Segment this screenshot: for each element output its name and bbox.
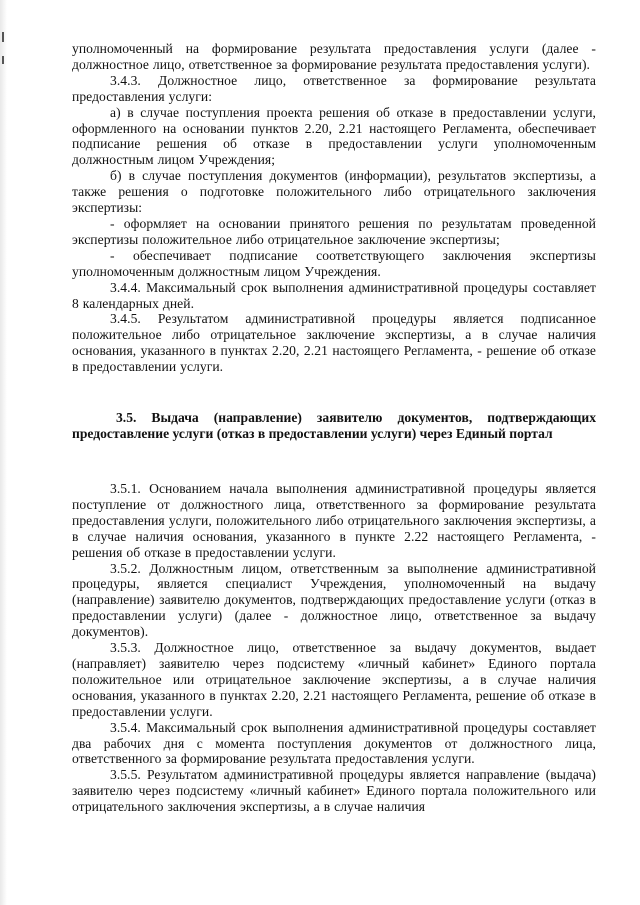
paragraph: б) в случае поступления документов (информации), результатов экспертизы, а также решения о подготовке положительного либо отрицательного заключения экспертизы:: [72, 168, 596, 216]
document-body: [72, 41, 596, 815]
paragraph: - оформляет на основании принятого решения по результатам проведенной экспертизы положительное либо отрицательное заключение экспертизы;: [72, 215, 596, 247]
margin-mark: [2, 32, 4, 42]
paragraph: 3.4.4. Максимальный срок выполнения административной процедуры составляет 8 календарных дней.: [72, 279, 596, 311]
paragraph: уполномоченный на формирование результата предоставления услуги (далее - должностное лицо, ответственное за формирование результата предоставления услуги).: [72, 41, 596, 72]
paragraph: 3.4.5. Результатом административной процедуры является подписанное положительное либо отрицательное заключение экспертизы, а в случае наличия основания, указанного в пунктах 2.20, 2.21 настоящего Регламента, - решение об отказе в предоставлении услуги.: [72, 311, 596, 375]
paragraph: 3.5.1. Основанием начала выполнения административной процедуры является поступление от должностного лица, ответственного за формирование результата предоставления услуги, положительного либо отрицательного заключения экспертизы, а в случае наличия основания, указанного в пункте 2.22 настоящего Регламента, - решения об отказе в предоставлении услуги.: [72, 481, 596, 560]
paragraph: 3.5.4. Максимальный срок выполнения административной процедуры составляет два рабочих дня с момента поступления документов от должностного лица, ответственного за формирование результата предоставления услуги.: [72, 719, 596, 767]
margin-mark: [2, 56, 4, 64]
paragraph: 3.5.5. Результатом административной процедуры является направление (выдача) заявителю через подсистему «личный кабинет» Единого портала положительного или отрицательного заключения экспертизы, а в случае наличия: [72, 767, 596, 815]
section-heading: 3.5. Выдача (направление) заявителю документов, подтверждающих предоставление услуги (отказ в предоставлении услуги) через Единый портал: [72, 410, 596, 442]
paragraph: - обеспечивает подписание соответствующего заключения экспертизы уполномоченным должностным лицом Учреждения.: [72, 247, 596, 279]
paragraph: 3.5.3. Должностное лицо, ответственное за выдачу документов, выдает (направляет) заявителю через подсистему «личный кабинет» Единого портала положительное или отрицательное заключение экспертизы, а в случае наличия основания, указанного в пунктах 2.20, 2.21 настоящего Регламента, решение об отказе в предоставлении услуги.: [72, 640, 596, 719]
paragraph: а) в случае поступления проекта решения об отказе в предоставлении услуги, оформленного на основании пунктов 2.20, 2.21 настоящего Регламента, обеспечивает подписание решения об отказе в предоставлении услуги уполномоченным должностным лицом Учреждения;: [72, 104, 596, 168]
paragraph: 3.4.3. Должностное лицо, ответственное за формирование результата предоставления услуги:: [72, 72, 596, 104]
scan-edge-shadow: [0, 0, 7, 905]
paragraph: 3.5.2. Должностным лицом, ответственным за выполнение административной процедуры, является специалист Учреждения, уполномоченный на выдачу (направление) заявителю документов, подтверждающих предоставление услуги (отказ в предоставлении услуги) (далее - должностное лицо, ответственное за выдачу документов).: [72, 560, 596, 640]
